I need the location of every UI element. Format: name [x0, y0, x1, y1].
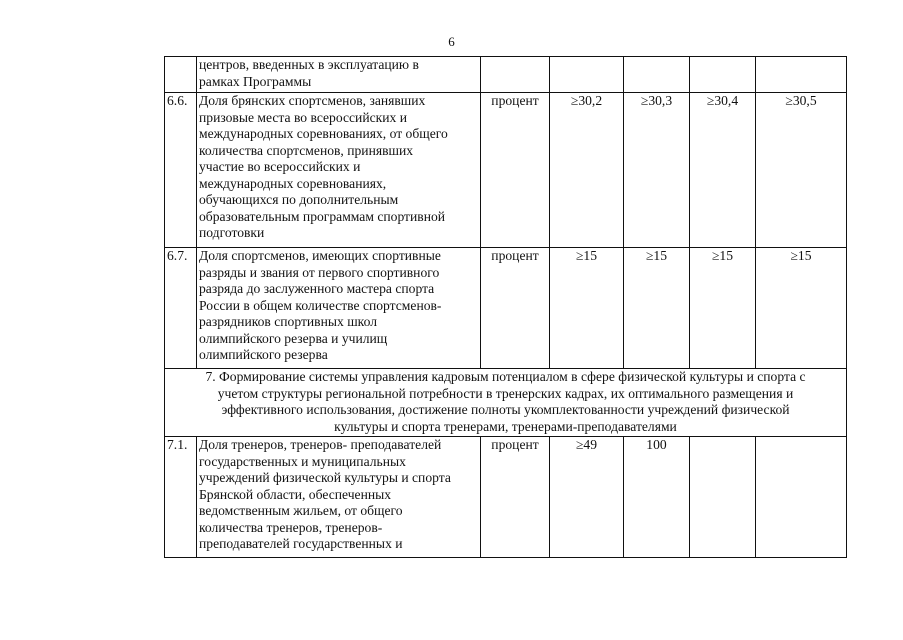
description-line: подготовки	[199, 225, 265, 240]
description-line: олимпийского резерва и училищ	[199, 330, 388, 346]
value-cell: ≥30,3	[624, 93, 690, 248]
value-cell	[624, 57, 690, 93]
indicator-table	[164, 56, 847, 558]
value-cell: ≥15	[624, 248, 690, 369]
value-cell: 100	[624, 437, 690, 558]
description-line: ведомственным жильем, от общего	[199, 503, 403, 518]
description-line: государственных и муниципальных	[199, 453, 406, 469]
table-row	[165, 437, 847, 558]
row-number: 6.6.	[165, 93, 197, 248]
section-heading-line: учетом структуры региональной потребности в тренерских кадрах, их оптимального размещения и	[217, 385, 794, 401]
description-line: образовательным программам спортивной	[199, 208, 446, 224]
description-line: рамках Программы	[199, 73, 312, 89]
value-cell	[756, 57, 847, 93]
description-line: призовые места во всероссийских и	[199, 109, 407, 125]
description-line: международных соревнованиях, от общего	[199, 126, 448, 141]
row-number: 7.1.	[165, 437, 197, 558]
indicator-description	[197, 437, 481, 558]
row-number	[165, 57, 197, 93]
value-cell: ≥30,5	[756, 93, 847, 248]
table-row	[165, 93, 847, 248]
page-number: 6	[448, 34, 455, 49]
description-line: Брянской области, обеспеченных	[199, 486, 392, 502]
indicator-description	[197, 57, 481, 93]
description-line: России в общем количестве спортсменов-	[199, 297, 442, 313]
indicator-description	[197, 248, 481, 369]
description-line: разрядников спортивных школ	[199, 314, 377, 329]
description-line: Доля брянских спортсменов, занявших	[199, 93, 426, 108]
description-line: преподавателей государственных и	[199, 536, 403, 551]
unit-cell: процент	[481, 93, 550, 248]
value-cell: ≥15	[756, 248, 847, 369]
section-row	[165, 369, 847, 437]
row-number: 6.7.	[165, 248, 197, 369]
description-line: разряда до заслуженного мастера спорта	[199, 281, 435, 296]
unit-cell: процент	[481, 437, 550, 558]
indicator-description	[197, 93, 481, 248]
section-heading-line: культуры и спорта тренерами, тренерами-преподавателями	[334, 418, 677, 434]
value-cell: ≥30,2	[550, 93, 624, 248]
section-heading-line: эффективного использования, достижение полноты укомплектованности учреждений физической	[221, 402, 790, 417]
value-cell: ≥30,4	[690, 93, 756, 248]
description-line: учреждений физической культуры и спорта	[199, 470, 451, 485]
value-cell	[756, 437, 847, 558]
description-line: разряды и звания от первого спортивного	[199, 264, 440, 280]
table-row	[165, 57, 847, 93]
description-line: Доля спортсменов, имеющих спортивные	[199, 248, 441, 263]
unit-cell: процент	[481, 248, 550, 369]
description-line: центров, введенных в эксплуатацию в	[199, 57, 419, 72]
section-heading-line: 7. Формирование системы управления кадровым потенциалом в сфере физической культуры и спорта с	[205, 369, 806, 384]
value-cell	[690, 57, 756, 93]
description-line: количества тренеров, тренеров-	[199, 519, 383, 535]
description-line: участие во всероссийских и	[199, 159, 361, 174]
value-cell: ≥15	[550, 248, 624, 369]
description-line: обучающихся по дополнительным	[199, 192, 399, 207]
value-cell: ≥15	[690, 248, 756, 369]
description-line: международных соревнованиях,	[199, 175, 387, 191]
description-line: Доля тренеров, тренеров- преподавателей	[199, 437, 442, 452]
section-heading	[165, 369, 847, 437]
description-line: олимпийского резерва	[199, 347, 328, 362]
description-line: количества спортсменов, принявших	[199, 142, 414, 158]
value-cell	[550, 57, 624, 93]
value-cell: ≥49	[550, 437, 624, 558]
table-row	[165, 248, 847, 369]
unit-cell	[481, 57, 550, 93]
value-cell	[690, 437, 756, 558]
